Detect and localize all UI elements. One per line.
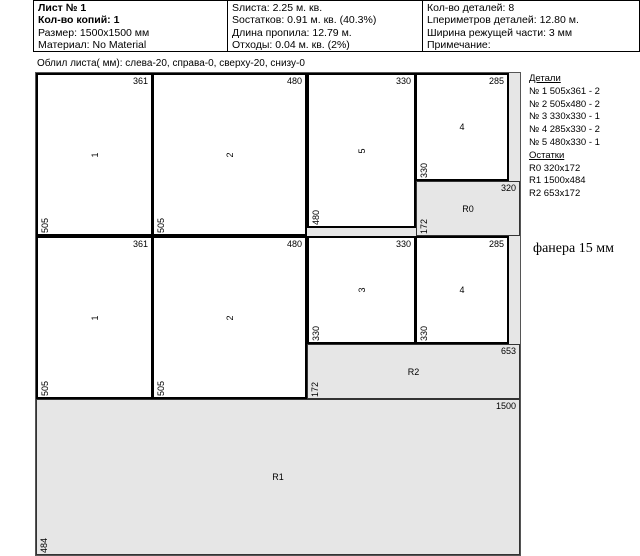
- remnant-id: R0: [462, 203, 474, 214]
- part-number: 5: [356, 147, 367, 154]
- part-piece: [307, 73, 416, 228]
- legend-parts-title: Детали: [529, 73, 561, 84]
- remnant-width: 320: [500, 183, 516, 193]
- cut-length: Длина пропила: 12.79 м.: [232, 26, 352, 39]
- legend-remnants-title: Остатки: [529, 149, 565, 161]
- remnant-width: 1500: [495, 401, 516, 411]
- part-width: 361: [132, 239, 148, 249]
- sheet-title: Лист № 1: [38, 2, 87, 14]
- remnant: [307, 344, 520, 399]
- parts-perimeter: Lпериметров деталей: 12.80 м.: [427, 14, 579, 27]
- material-label: фанера 15 мм: [533, 241, 614, 256]
- trim-info: Облил листа( мм): слева-20, справа-0, сверху-20, снизу-0: [37, 58, 305, 69]
- part-piece: [36, 236, 153, 399]
- kerf-width: Ширина режущей части: 3 мм: [427, 26, 573, 39]
- legend-part-item: № 2 505x480 - 2: [529, 98, 600, 110]
- legend-remnant-item: R0 320x172: [529, 162, 581, 174]
- part-piece: [415, 73, 509, 181]
- sheet-size: Размер: 1500x1500 мм: [38, 26, 150, 39]
- sheet-material: Материал: No Material: [38, 39, 147, 52]
- part-width: 330: [395, 239, 411, 249]
- remnant-width: 653: [500, 346, 516, 356]
- part-height: 505: [40, 217, 50, 233]
- note: Примечание:: [427, 39, 491, 52]
- part-height: 330: [419, 325, 429, 341]
- part-piece: [307, 236, 416, 344]
- part-width: 285: [488, 239, 504, 249]
- part-height: 505: [156, 217, 166, 233]
- legend-remnant-item: R2 653x172: [529, 188, 581, 200]
- part-height: 330: [311, 325, 321, 341]
- part-width: 285: [488, 76, 504, 86]
- remnant-id: R1: [272, 472, 284, 482]
- remnant-id: R2: [407, 366, 420, 377]
- remnant-height: 172: [310, 381, 320, 397]
- remnant-height: 172: [419, 218, 429, 234]
- part-width: 480: [286, 239, 302, 249]
- part-piece: [36, 73, 153, 236]
- remnants-area: Sостатков: 0.91 м. кв. (40.3%): [232, 14, 377, 27]
- part-number: 3: [356, 287, 367, 293]
- sheet-info-column-2: [228, 1, 423, 51]
- part-number: 2: [224, 151, 235, 158]
- part-number: 1: [89, 151, 100, 158]
- part-number: 4: [459, 122, 465, 132]
- part-height: 330: [419, 162, 429, 178]
- remnant: [416, 181, 520, 236]
- part-height: 505: [156, 380, 166, 396]
- part-number: 1: [89, 314, 100, 321]
- remnant: [36, 399, 520, 555]
- sheet-info-column-3: [423, 1, 640, 51]
- legend-part-item: № 5 480x330 - 1: [529, 136, 600, 148]
- remnant-height: 484: [39, 537, 49, 553]
- part-piece: [152, 73, 307, 236]
- part-height: 505: [40, 380, 50, 396]
- waste-area: Отходы: 0.04 м. кв. (2%): [232, 39, 350, 52]
- legend-part-item: № 1 505x361 - 2: [529, 85, 600, 97]
- part-width: 361: [132, 76, 148, 86]
- copies-count: Кол-во копий: 1: [38, 14, 120, 27]
- part-piece: [415, 236, 509, 344]
- legend-part-item: № 4 285x330 - 2: [529, 124, 600, 136]
- part-width: 330: [395, 76, 411, 86]
- legend-remnant-item: R1 1500x484: [529, 175, 586, 187]
- part-number: 2: [224, 314, 235, 321]
- legend: [529, 73, 600, 201]
- part-width: 480: [286, 76, 302, 86]
- sheet-area: Sлиста: 2.25 м. кв.: [232, 2, 323, 14]
- parts-count: Кол-во деталей: 8: [427, 2, 515, 14]
- part-number: 4: [459, 285, 465, 295]
- sheet-info-header: [33, 0, 640, 52]
- legend-part-item: № 3 330x330 - 1: [529, 111, 600, 123]
- cutting-sheet: [35, 72, 521, 556]
- part-height: 480: [311, 209, 321, 225]
- part-piece: [152, 236, 307, 399]
- sheet-info-column-1: [34, 1, 228, 51]
